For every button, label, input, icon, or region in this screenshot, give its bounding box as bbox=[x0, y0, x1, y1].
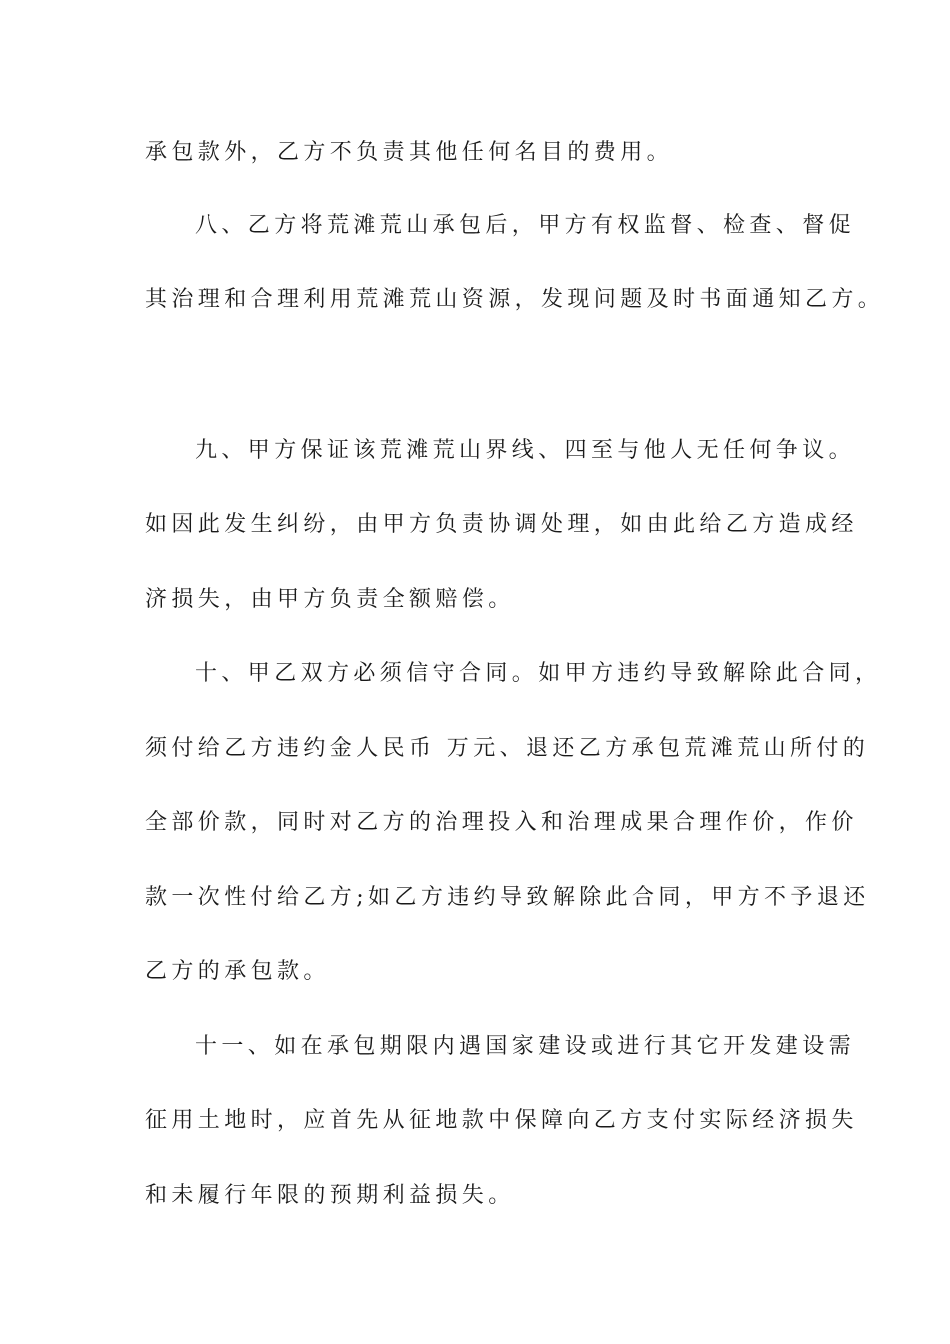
text-line: 十一、如在承包期限内遇国家建设或进行其它开发建设需 bbox=[195, 1034, 856, 1059]
text-line: 十、甲乙双方必须信守合同。如甲方违约导致解除此合同， bbox=[195, 661, 882, 686]
text-line: 款一次性付给乙方;如乙方违约导致解除此合同，甲方不予退还 bbox=[145, 885, 870, 910]
text-line: 如因此发生纠纷，由甲方负责协调处理，如由此给乙方造成经 bbox=[145, 512, 858, 537]
text-line: 须付给乙方违约金人民币 万元、退还乙方承包荒滩荒山所付的 bbox=[145, 736, 870, 761]
text-line: 九、甲方保证该荒滩荒山界线、四至与他人无任何争议。 bbox=[195, 438, 856, 463]
text-line: 和未履行年限的预期利益损失。 bbox=[145, 1183, 515, 1208]
text-line: 承包款外，乙方不负责其他任何名目的费用。 bbox=[145, 140, 674, 165]
text-line: 征用土地时，应首先从征地款中保障向乙方支付实际经济损失 bbox=[145, 1108, 858, 1133]
text-line: 八、乙方将荒滩荒山承包后，甲方有权监督、检查、督促 bbox=[195, 213, 856, 238]
text-line: 全部价款，同时对乙方的治理投入和治理成果合理作价，作价 bbox=[145, 810, 858, 835]
text-line: 乙方的承包款。 bbox=[145, 959, 330, 984]
text-line: 其治理和合理利用荒滩荒山资源，发现问题及时书面通知乙方。 bbox=[145, 287, 885, 312]
text-line: 济损失，由甲方负责全额赔偿。 bbox=[145, 587, 515, 612]
